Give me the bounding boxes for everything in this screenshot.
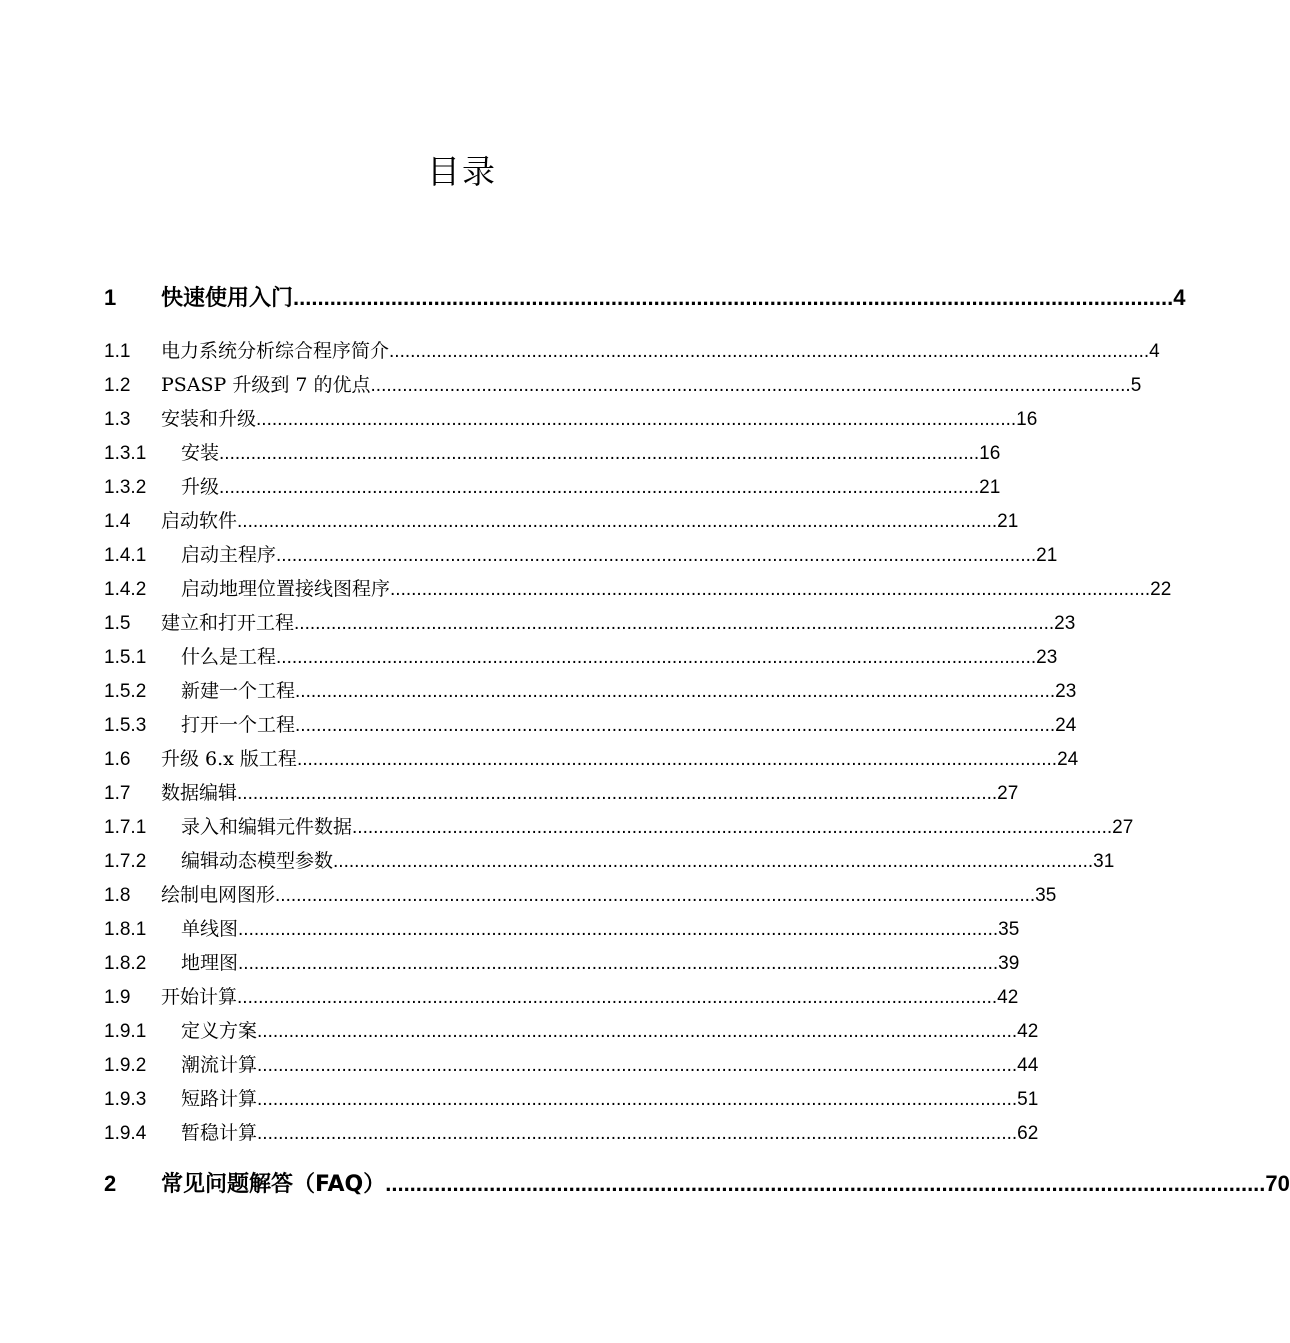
toc-entry-page: 21 — [1036, 545, 1058, 566]
toc-entry-1-8[interactable] — [104, 878, 1057, 912]
toc-entry-1-3-2[interactable] — [104, 470, 1001, 504]
dot-leader: ................................................................................................................................................ — [219, 443, 980, 464]
toc-entry-page: 42 — [1017, 1021, 1039, 1042]
toc-entry-label: 数据编辑 — [161, 782, 238, 804]
toc-entry-page: 27 — [997, 783, 1019, 804]
toc-entry-number: 1.5.1 — [104, 647, 147, 668]
toc-entry-1-4[interactable] — [104, 504, 1019, 538]
toc-entry-page: 23 — [1054, 613, 1076, 634]
toc-entry-1-8-2[interactable] — [104, 946, 1020, 980]
toc-entry-number: 1.7 — [104, 783, 131, 804]
toc-entry-1-7[interactable] — [104, 776, 1019, 810]
toc-entry-number: 1.5.2 — [104, 681, 147, 702]
toc-entry-label: 电力系统分析综合程序简介 — [161, 340, 390, 362]
toc-entry-number: 1.8.2 — [104, 953, 147, 974]
toc-entry-number: 1 — [104, 285, 117, 310]
toc-entry-label: 安装 — [181, 442, 220, 464]
dot-leader: ................................................................................................................................................ — [293, 285, 1174, 310]
toc-entry-number: 1.3.1 — [104, 443, 147, 464]
toc-entry-label: 打开一个工程 — [181, 714, 296, 736]
toc-entry-page: 62 — [1017, 1123, 1039, 1144]
toc-entry-label: 潮流计算 — [181, 1054, 258, 1076]
toc-entry-1-4-2[interactable] — [104, 572, 1172, 606]
toc-entry-page: 5 — [1130, 375, 1142, 396]
toc-entry-page: 21 — [979, 477, 1001, 498]
toc-entry-label: 快速使用入门 — [161, 286, 294, 311]
toc-entry-page: 4 — [1149, 341, 1160, 362]
toc-entry-1-5-2[interactable] — [104, 674, 1077, 708]
toc-entry-number: 1.3 — [104, 409, 131, 430]
toc-entry-number: 1.9.2 — [104, 1055, 147, 1076]
toc-entry-number: 1.9.4 — [104, 1123, 147, 1144]
dot-leader: ................................................................................................................................................ — [219, 477, 980, 498]
toc-entry-number: 1.4.1 — [104, 545, 147, 566]
dot-leader: ................................................................................................................................................ — [238, 919, 999, 940]
toc-entry-page: 31 — [1093, 851, 1115, 872]
toc-entry-2[interactable] — [104, 1165, 1290, 1203]
toc-entry-number: 1.7.2 — [104, 851, 147, 872]
toc-entry-label: 单线图 — [181, 918, 239, 940]
toc-entry-1-1[interactable] — [104, 334, 1160, 368]
toc-entry-number: 1.4.2 — [104, 579, 147, 600]
toc-entry-number: 1.8 — [104, 885, 131, 906]
toc-entry-1-9-2[interactable] — [104, 1048, 1039, 1082]
toc-entry-label: 安装和升级 — [161, 408, 257, 430]
toc-entry-label: 常见问题解答（FAQ） — [161, 1172, 386, 1197]
toc-entry-number: 1.5 — [104, 613, 131, 634]
toc-entry-number: 1.2 — [104, 375, 131, 396]
dot-leader: ................................................................................................................................................ — [275, 885, 1036, 906]
toc-entry-page: 39 — [998, 953, 1020, 974]
dot-leader: ................................................................................................................................................ — [257, 1123, 1018, 1144]
toc-entry-page: 27 — [1112, 817, 1134, 838]
toc-entry-label: 什么是工程 — [181, 646, 277, 668]
toc-entry-1-2[interactable] — [104, 368, 1142, 402]
dot-leader: ................................................................................................................................................ — [333, 851, 1094, 872]
dot-leader: ................................................................................................................................................ — [257, 1021, 1018, 1042]
toc-entry-1-6[interactable] — [104, 742, 1079, 776]
dot-leader: ................................................................................................................................................ — [385, 1171, 1266, 1196]
toc-entry-number: 1.8.1 — [104, 919, 147, 940]
toc-entry-1-4-1[interactable] — [104, 538, 1058, 572]
toc-entry-label: 录入和编辑元件数据 — [181, 816, 353, 838]
dot-leader: ................................................................................................................................................ — [370, 375, 1131, 396]
toc-entry-number: 2 — [104, 1171, 117, 1196]
toc-entry-page: 35 — [998, 919, 1020, 940]
toc-entry-label: 绘制电网图形 — [161, 884, 276, 906]
dot-leader: ................................................................................................................................................ — [295, 715, 1056, 736]
toc-entry-number: 1.4 — [104, 511, 131, 532]
dot-leader: ................................................................................................................................................ — [257, 1055, 1018, 1076]
toc-entry-page: 24 — [1055, 715, 1077, 736]
toc-entry-label: 升级 6.x 版工程 — [161, 748, 297, 770]
toc-entry-label: PSASP 升级到 7 的优点 — [161, 374, 371, 396]
toc-entry-page: 23 — [1055, 681, 1077, 702]
toc-entry-label: 编辑动态模型参数 — [181, 850, 334, 872]
dot-leader: ................................................................................................................................................ — [257, 1089, 1018, 1110]
toc-entry-page: 51 — [1017, 1089, 1039, 1110]
toc-entry-number: 1.9.3 — [104, 1089, 147, 1110]
toc-entry-number: 1.9.1 — [104, 1021, 147, 1042]
toc-entry-page: 16 — [979, 443, 1001, 464]
toc-entry-label: 启动软件 — [161, 510, 238, 532]
dot-leader: ................................................................................................................................................ — [237, 783, 998, 804]
toc-entry-number: 1.7.1 — [104, 817, 147, 838]
dot-leader: ................................................................................................................................................ — [295, 681, 1056, 702]
toc-entry-label: 暂稳计算 — [181, 1122, 258, 1144]
toc-entry-1-9[interactable] — [104, 980, 1019, 1014]
toc-entry-1-9-1[interactable] — [104, 1014, 1039, 1048]
toc-entry-page: 21 — [997, 511, 1019, 532]
dot-leader: ................................................................................................................................................ — [294, 613, 1055, 634]
toc-entry-label: 地理图 — [181, 952, 239, 974]
toc-entry-1-3-1[interactable] — [104, 436, 1001, 470]
toc-entry-page: 4 — [1173, 285, 1186, 310]
dot-leader: ................................................................................................................................................ — [390, 579, 1151, 600]
toc-entry-number: 1.9 — [104, 987, 131, 1008]
toc-entry-1-5-1[interactable] — [104, 640, 1058, 674]
toc-entry-page: 44 — [1017, 1055, 1039, 1076]
toc-entry-number: 1.6 — [104, 749, 131, 770]
toc-entry-label: 短路计算 — [181, 1088, 258, 1110]
toc-entry-label: 启动主程序 — [181, 544, 277, 566]
dot-leader: ................................................................................................................................................ — [389, 341, 1150, 362]
toc-entry-page: 24 — [1057, 749, 1079, 770]
toc-entry-label: 启动地理位置接线图程序 — [181, 578, 391, 600]
page-title: 目录 — [427, 152, 497, 191]
toc-entry-label: 开始计算 — [161, 986, 238, 1008]
toc-entry-page: 70 — [1265, 1171, 1290, 1196]
toc-entry-page: 42 — [997, 987, 1019, 1008]
toc-entry-page: 16 — [1016, 409, 1038, 430]
toc-entry-1-5[interactable] — [104, 606, 1076, 640]
toc-entry-page: 35 — [1035, 885, 1057, 906]
dot-leader: ................................................................................................................................................ — [296, 749, 1058, 770]
dot-leader: ................................................................................................................................................ — [276, 647, 1037, 668]
dot-leader: ................................................................................................................................................ — [276, 545, 1037, 566]
toc-entry-1-5-3[interactable] — [104, 708, 1077, 742]
toc-entry-label: 建立和打开工程 — [161, 612, 295, 634]
toc-entry-label: 升级 — [181, 476, 220, 498]
toc-entry-number: 1.5.3 — [104, 715, 147, 736]
toc-entry-label: 定义方案 — [181, 1020, 258, 1042]
toc-entry-1-8-1[interactable] — [104, 912, 1020, 946]
toc-entry-number: 1.3.2 — [104, 477, 147, 498]
toc-entry-page: 23 — [1036, 647, 1058, 668]
dot-leader: ................................................................................................................................................ — [238, 953, 999, 974]
dot-leader: ................................................................................................................................................ — [237, 511, 998, 532]
toc-entry-1-7-1[interactable] — [104, 810, 1134, 844]
dot-leader: ................................................................................................................................................ — [237, 987, 998, 1008]
toc-entry-1-3[interactable] — [104, 402, 1038, 436]
toc-entry-1-9-4[interactable] — [104, 1116, 1039, 1150]
dot-leader: ................................................................................................................................................ — [256, 409, 1017, 430]
toc-entry-1-7-2[interactable] — [104, 844, 1115, 878]
dot-leader: ................................................................................................................................................ — [352, 817, 1113, 838]
toc-entry-page: 22 — [1150, 579, 1172, 600]
toc-entry-1-9-3[interactable] — [104, 1082, 1039, 1116]
toc-entry-1[interactable] — [104, 279, 1186, 317]
toc-entry-label: 新建一个工程 — [181, 680, 296, 702]
toc-entry-number: 1.1 — [104, 341, 131, 362]
